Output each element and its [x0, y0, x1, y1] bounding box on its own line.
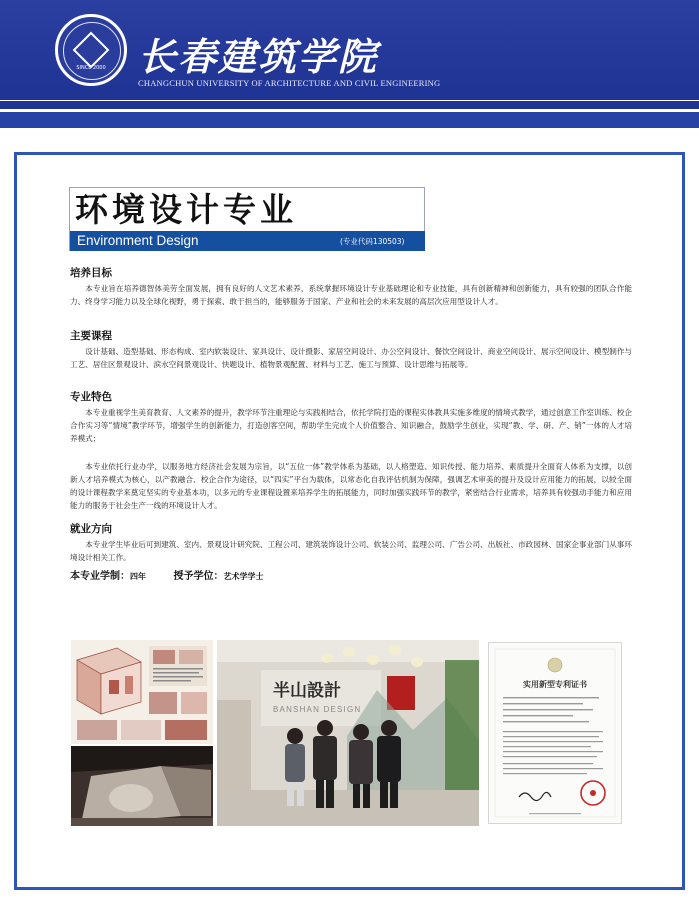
- studio-sign-en: BANSHAN DESIGN: [273, 705, 362, 714]
- major-title-en: Environment Design: [77, 233, 199, 248]
- section-heading-careers: 就业方向: [70, 523, 112, 535]
- seal-emblem-icon: [73, 32, 110, 69]
- degree-value: 艺术学学士: [223, 572, 264, 581]
- university-seal-logo: [55, 14, 127, 86]
- studio-sign: 半山設計: [273, 681, 341, 701]
- section-heading-goals: 培养目标: [70, 267, 112, 279]
- studio-visit-photo: [217, 640, 479, 826]
- header-banner: [0, 0, 699, 100]
- section-text-careers: 本专业学生毕业后可到建筑、室内、景观设计研究院、工程公司、建筑装饰设计公司、软装公司、监理公司、广告公司、出版社、市政园林、国家企事业部门从事环境设计相关工作。: [70, 540, 632, 562]
- seal-year: SINCE 2000: [76, 65, 106, 71]
- header-divider-band: [0, 112, 699, 128]
- degree-label: 授予学位：: [173, 571, 224, 582]
- program-facts: [70, 570, 287, 584]
- section-text-goals: 本专业旨在培养德智体美劳全面发展，拥有良好的人文艺术素养，系统掌握环境设计专业基础理论和专业技能，具有创新精神和创新能力，具有较强的团队合作能力、终身学习能力以及全球化视野，勇于探索、敢于担当的，能够服务于国家、产业和社会的未来发展的高层次应用型设计人才。: [70, 284, 632, 306]
- design-board-photo: [71, 640, 213, 744]
- certificate-title: 实用新型专利证书: [523, 680, 587, 689]
- duration-value: 四年: [130, 572, 146, 581]
- interior-space-photo: [71, 746, 213, 826]
- duration-label: 本专业学制：: [70, 571, 130, 582]
- header-divider: [0, 101, 699, 109]
- section-heading-features: 专业特色: [70, 391, 112, 403]
- section-heading-courses: 主要课程: [70, 330, 112, 342]
- patent-certificate-photo: [488, 642, 622, 824]
- major-title-cn: 环境设计专业: [75, 190, 297, 229]
- university-name-en: CHANGCHUN UNIVERSITY OF ARCHITECTURE AND CIVIL ENGINEERING: [138, 78, 441, 88]
- section-text-features-1: 本专业重视学生美育教育、人文素养的提升，教学环节注重理论与实践相结合，依托学院打造的课程实体教具实施多维度的情境式教学，通过创意工作室训练、校企合作实习等“情境”教学环节，增强学生的创新能力，打造创客空间，帮助学生完成个人价值整合、知识融合，鼓励学生创业，实现“教、学、研、产、销”一体的人才培养模式；: [70, 408, 632, 443]
- section-text-courses: 设计基础、造型基础、形态构成、室内软装设计、家具设计、设计摄影、家居空间设计、办公空间设计、餐饮空间设计、商业空间设计、展示空间设计、模型制作与工艺、居住区景观设计、滨水空间景观设计、快题设计、植物景观配置、材料与工艺、施工与预算、设计思维与拓展等。: [70, 347, 632, 369]
- major-code: (专业代码130503): [340, 237, 405, 246]
- university-name-cn: 长春建筑学院: [138, 34, 379, 79]
- section-text-features-2: 本专业依托行业办学，以服务地方经济社会发展为宗旨，以“五位一体”教学体系为基础，以人格塑造、知识传授、能力培养、素质提升全面育人体系为支撑，以创新人才培养模式为核心，以产教融合、校企合作为途径，以“四实”平台为载体，以常态化自我评估机制为保障，强调艺术审美的提升及设计应用能力的拓展，以较全面的设计课程教学来奠定坚实的专业基本功，以多元的专业课程设置来培养学生的拓展能力，同时加强实践环节的教学，紧密结合行业需求，培养具有较强动手能力和应用能力的服务于社会生产一线的环境设计人才。: [70, 462, 632, 510]
